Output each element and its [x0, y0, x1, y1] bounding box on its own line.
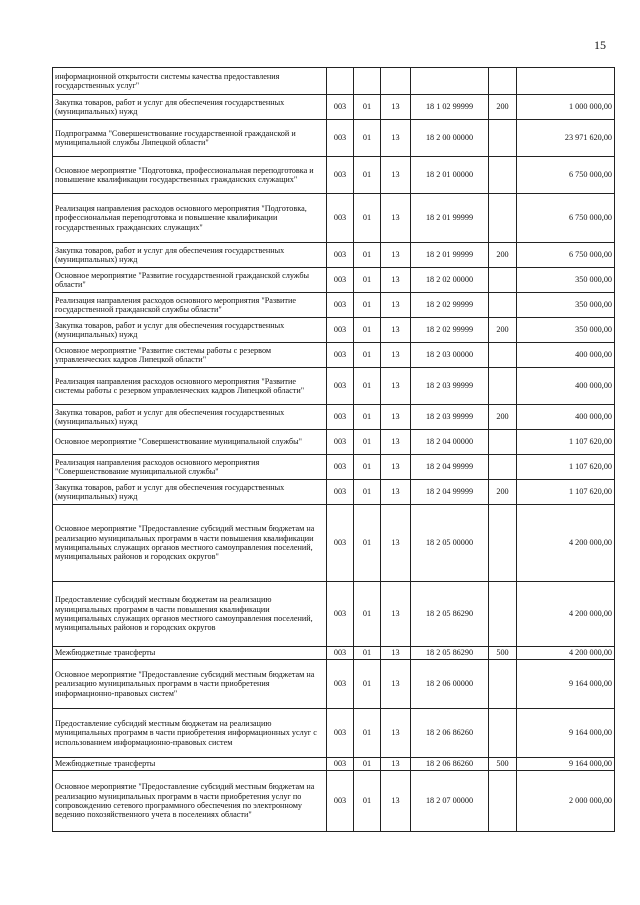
row-expense-type — [489, 68, 517, 95]
row-subsection-code: 13 — [381, 405, 411, 430]
row-subsection-code: 13 — [381, 318, 411, 343]
row-target-article: 18 2 06 86260 — [411, 758, 489, 771]
row-subsection-code: 13 — [381, 582, 411, 647]
row-target-article: 18 2 04 99999 — [411, 480, 489, 505]
row-amount: 2 000 000,00 — [517, 771, 615, 832]
row-ved-code: 003 — [327, 582, 354, 647]
row-subsection-code: 13 — [381, 647, 411, 660]
row-target-article: 18 2 00 00000 — [411, 120, 489, 157]
row-amount: 6 750 000,00 — [517, 243, 615, 268]
row-section-code: 01 — [354, 120, 381, 157]
row-subsection-code: 13 — [381, 660, 411, 709]
row-expense-type — [489, 771, 517, 832]
row-target-article: 18 2 05 00000 — [411, 505, 489, 582]
table-row — [53, 68, 615, 95]
row-target-article: 18 2 07 00000 — [411, 771, 489, 832]
row-ved-code: 003 — [327, 430, 354, 455]
row-ved-code: 003 — [327, 95, 354, 120]
row-name: Реализация направления расходов основного мероприятия "Развитие государственной гражданской службы области" — [53, 293, 327, 318]
row-target-article: 18 2 06 86260 — [411, 709, 489, 758]
row-ved-code: 003 — [327, 505, 354, 582]
row-name: Закупка товаров, работ и услуг для обеспечения государственных (муниципальных) нужд — [53, 405, 327, 430]
row-ved-code: 003 — [327, 343, 354, 368]
row-expense-type — [489, 709, 517, 758]
table-row — [53, 95, 615, 120]
row-target-article: 18 2 02 99999 — [411, 293, 489, 318]
row-amount: 23 971 620,00 — [517, 120, 615, 157]
table-row — [53, 318, 615, 343]
row-expense-type — [489, 157, 517, 194]
row-target-article: 18 2 01 99999 — [411, 243, 489, 268]
row-name: Закупка товаров, работ и услуг для обеспечения государственных (муниципальных) нужд — [53, 480, 327, 505]
table-row — [53, 480, 615, 505]
row-subsection-code: 13 — [381, 758, 411, 771]
row-subsection-code: 13 — [381, 505, 411, 582]
row-expense-type: 200 — [489, 480, 517, 505]
row-section-code: 01 — [354, 505, 381, 582]
row-expense-type — [489, 582, 517, 647]
table-row — [53, 243, 615, 268]
row-ved-code: 003 — [327, 120, 354, 157]
row-amount: 1 107 620,00 — [517, 455, 615, 480]
row-amount: 9 164 000,00 — [517, 660, 615, 709]
row-section-code: 01 — [354, 268, 381, 293]
row-expense-type: 200 — [489, 405, 517, 430]
row-section-code: 01 — [354, 660, 381, 709]
row-expense-type — [489, 194, 517, 243]
row-target-article: 18 2 04 99999 — [411, 455, 489, 480]
row-ved-code: 003 — [327, 405, 354, 430]
row-name: Реализация направления расходов основного мероприятия "Подготовка, профессиональная переподготовка и повышение квалификации государственных гражданских служащих" — [53, 194, 327, 243]
row-ved-code: 003 — [327, 647, 354, 660]
row-name: Основное мероприятие "Предоставление субсидий местным бюджетам на реализацию муниципальных программ в части повышения квалификации муниципальных служащих органов местного самоуправления поселений, муниципальных районов и городских округов" — [53, 505, 327, 582]
row-section-code: 01 — [354, 243, 381, 268]
row-amount: 9 164 000,00 — [517, 758, 615, 771]
row-subsection-code: 13 — [381, 368, 411, 405]
row-expense-type — [489, 268, 517, 293]
table-row — [53, 194, 615, 243]
table-row — [53, 343, 615, 368]
row-subsection-code: 13 — [381, 120, 411, 157]
row-section-code: 01 — [354, 95, 381, 120]
row-subsection-code: 13 — [381, 455, 411, 480]
row-name: Реализация направления расходов основного мероприятия "Развитие системы работы с резервом управленческих кадров Липецкой области" — [53, 368, 327, 405]
row-amount — [517, 68, 615, 95]
budget-table — [52, 67, 615, 832]
row-target-article: 18 2 06 00000 — [411, 660, 489, 709]
row-expense-type — [489, 455, 517, 480]
row-section-code — [354, 68, 381, 95]
row-expense-type: 500 — [489, 758, 517, 771]
row-subsection-code: 13 — [381, 243, 411, 268]
row-amount: 400 000,00 — [517, 368, 615, 405]
row-amount: 6 750 000,00 — [517, 194, 615, 243]
row-section-code: 01 — [354, 318, 381, 343]
row-ved-code: 003 — [327, 455, 354, 480]
row-amount: 400 000,00 — [517, 405, 615, 430]
table-row — [53, 709, 615, 758]
row-expense-type — [489, 430, 517, 455]
row-expense-type — [489, 368, 517, 405]
table-row — [53, 455, 615, 480]
table-row — [53, 660, 615, 709]
row-subsection-code: 13 — [381, 771, 411, 832]
row-section-code: 01 — [354, 368, 381, 405]
row-target-article: 18 2 02 99999 — [411, 318, 489, 343]
row-subsection-code: 13 — [381, 194, 411, 243]
table-row — [53, 405, 615, 430]
row-name: Основное мероприятие "Предоставление субсидий местным бюджетам на реализацию муниципальных программ в части приобретения информационно-правовых систем" — [53, 660, 327, 709]
row-ved-code: 003 — [327, 709, 354, 758]
row-ved-code: 003 — [327, 318, 354, 343]
row-subsection-code — [381, 68, 411, 95]
row-name: Предоставление субсидий местным бюджетам на реализацию муниципальных программ в части приобретения информационных услуг с использованием информационно-правовых систем — [53, 709, 327, 758]
row-section-code: 01 — [354, 771, 381, 832]
row-expense-type — [489, 293, 517, 318]
row-name: Основное мероприятие "Развитие системы работы с резервом управленческих кадров Липецкой области" — [53, 343, 327, 368]
table-row — [53, 293, 615, 318]
row-amount: 4 200 000,00 — [517, 647, 615, 660]
row-expense-type — [489, 505, 517, 582]
row-amount: 4 200 000,00 — [517, 582, 615, 647]
table-row — [53, 120, 615, 157]
row-target-article: 18 2 01 99999 — [411, 194, 489, 243]
row-expense-type: 200 — [489, 95, 517, 120]
table-row — [53, 771, 615, 832]
row-target-article — [411, 68, 489, 95]
row-amount: 4 200 000,00 — [517, 505, 615, 582]
row-subsection-code: 13 — [381, 430, 411, 455]
row-section-code: 01 — [354, 194, 381, 243]
row-name: Закупка товаров, работ и услуг для обеспечения государственных (муниципальных) нужд — [53, 318, 327, 343]
row-section-code: 01 — [354, 157, 381, 194]
row-amount: 1 107 620,00 — [517, 430, 615, 455]
row-name: Реализация направления расходов основного мероприятия "Совершенствование муниципальной службы" — [53, 455, 327, 480]
row-target-article: 18 2 05 86290 — [411, 647, 489, 660]
row-expense-type — [489, 660, 517, 709]
row-target-article: 18 1 02 99999 — [411, 95, 489, 120]
budget-table-body — [53, 68, 615, 832]
table-row — [53, 368, 615, 405]
row-section-code: 01 — [354, 430, 381, 455]
row-ved-code: 003 — [327, 194, 354, 243]
row-ved-code: 003 — [327, 758, 354, 771]
row-ved-code: 003 — [327, 480, 354, 505]
row-section-code: 01 — [354, 405, 381, 430]
row-name: Закупка товаров, работ и услуг для обеспечения государственных (муниципальных) нужд — [53, 243, 327, 268]
row-name: Основное мероприятие "Предоставление субсидий местным бюджетам на реализацию муниципальных программ в части приобретения услуг по сопровождению сетевого программного обеспечения по электронному ведению похозяйственного учета в поселениях области" — [53, 771, 327, 832]
page-number: 15 — [594, 38, 606, 52]
row-name: Подпрограмма "Совершенствование государственной гражданской и муниципальной службы Липецкой области" — [53, 120, 327, 157]
row-subsection-code: 13 — [381, 480, 411, 505]
row-ved-code: 003 — [327, 157, 354, 194]
row-subsection-code: 13 — [381, 157, 411, 194]
row-ved-code: 003 — [327, 268, 354, 293]
row-amount: 400 000,00 — [517, 343, 615, 368]
row-name: Предоставление субсидий местным бюджетам на реализацию муниципальных программ в части повышения квалификации муниципальных служащих органов местного самоуправления поселений, муниципальных районов и городских округов — [53, 582, 327, 647]
row-name: Основное мероприятие "Подготовка, профессиональная переподготовка и повышение квалификации государственных гражданских служащих" — [53, 157, 327, 194]
table-row — [53, 268, 615, 293]
row-section-code: 01 — [354, 455, 381, 480]
row-ved-code: 003 — [327, 660, 354, 709]
table-row — [53, 647, 615, 660]
row-ved-code — [327, 68, 354, 95]
row-subsection-code: 13 — [381, 709, 411, 758]
row-target-article: 18 2 03 00000 — [411, 343, 489, 368]
row-section-code: 01 — [354, 480, 381, 505]
row-target-article: 18 2 02 00000 — [411, 268, 489, 293]
row-section-code: 01 — [354, 343, 381, 368]
row-name: Основное мероприятие "Совершенствование муниципальной службы" — [53, 430, 327, 455]
table-row — [53, 505, 615, 582]
row-section-code: 01 — [354, 709, 381, 758]
row-name: Межбюджетные трансферты — [53, 758, 327, 771]
row-target-article: 18 2 03 99999 — [411, 368, 489, 405]
row-amount: 350 000,00 — [517, 268, 615, 293]
row-target-article: 18 2 05 86290 — [411, 582, 489, 647]
row-target-article: 18 2 03 99999 — [411, 405, 489, 430]
row-section-code: 01 — [354, 647, 381, 660]
row-subsection-code: 13 — [381, 268, 411, 293]
row-target-article: 18 2 01 00000 — [411, 157, 489, 194]
row-name: информационной открытости системы качества предоставления государственных услуг" — [53, 68, 327, 95]
row-expense-type: 200 — [489, 243, 517, 268]
table-row — [53, 758, 615, 771]
row-section-code: 01 — [354, 293, 381, 318]
row-amount: 350 000,00 — [517, 318, 615, 343]
row-ved-code: 003 — [327, 368, 354, 405]
row-subsection-code: 13 — [381, 95, 411, 120]
table-row — [53, 430, 615, 455]
table-row — [53, 582, 615, 647]
row-amount: 9 164 000,00 — [517, 709, 615, 758]
row-name: Основное мероприятие "Развитие государственной гражданской службы области" — [53, 268, 327, 293]
row-amount: 1 107 620,00 — [517, 480, 615, 505]
row-amount: 6 750 000,00 — [517, 157, 615, 194]
row-expense-type — [489, 120, 517, 157]
row-expense-type — [489, 343, 517, 368]
row-section-code: 01 — [354, 758, 381, 771]
row-amount: 1 000 000,00 — [517, 95, 615, 120]
row-target-article: 18 2 04 00000 — [411, 430, 489, 455]
row-amount: 350 000,00 — [517, 293, 615, 318]
row-subsection-code: 13 — [381, 343, 411, 368]
row-ved-code: 003 — [327, 293, 354, 318]
row-ved-code: 003 — [327, 243, 354, 268]
row-section-code: 01 — [354, 582, 381, 647]
table-row — [53, 157, 615, 194]
row-expense-type: 200 — [489, 318, 517, 343]
row-name: Закупка товаров, работ и услуг для обеспечения государственных (муниципальных) нужд — [53, 95, 327, 120]
row-name: Межбюджетные трансферты — [53, 647, 327, 660]
row-ved-code: 003 — [327, 771, 354, 832]
row-expense-type: 500 — [489, 647, 517, 660]
row-subsection-code: 13 — [381, 293, 411, 318]
